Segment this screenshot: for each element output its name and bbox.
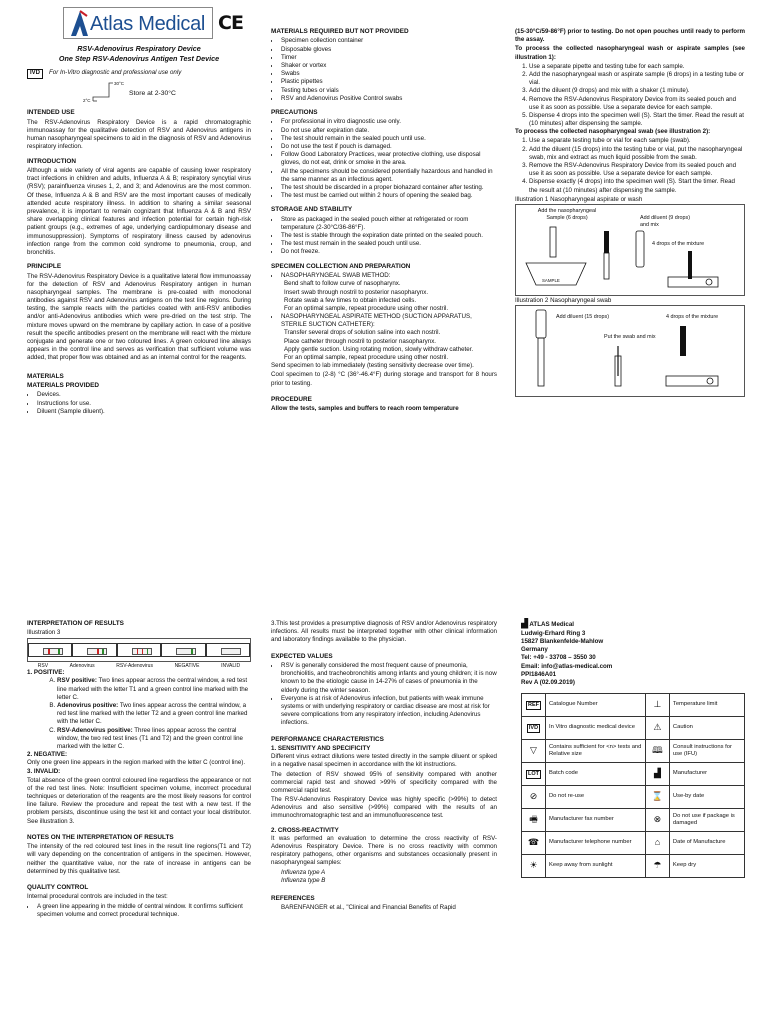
specimen-method-list — [280, 313, 497, 329]
symbol-desc: Use-by date — [669, 786, 744, 809]
address-line: Email: info@atlas-medical.com — [521, 662, 613, 670]
temp-low: 2°C — [83, 98, 91, 104]
send-text: Send specimen to lab immediately (testing sensitivity decrease over time). — [271, 362, 474, 370]
step: For an optimal sample, repeat procedure using other nostril. — [284, 354, 449, 361]
result-invalid — [206, 643, 250, 657]
symbol-desc: Do not re-use — [546, 786, 646, 809]
notes-heading: NOTES ON THE INTERPRETATION OF RESULTS — [27, 833, 174, 841]
materials-provided-list — [36, 391, 251, 416]
ce-mark: CE — [218, 12, 243, 34]
temperature-icon — [87, 81, 117, 103]
swab-steps — [529, 137, 745, 194]
principle-heading: PRINCIPLE — [27, 263, 62, 271]
notes-text: The intensity of the red coloured test lines in the result line regions(T1 and T2) will vary depending on the concentration of antigens in the specimen. However, neither the quantitative value, nor the rate of increase in antigens can be determined by this qualitative test. — [27, 843, 251, 875]
manufacturer-icon: ▟ — [653, 768, 661, 779]
ivd-text: For In-Vitro diagnostic and professional use only — [49, 69, 182, 77]
table-row — [522, 786, 745, 809]
wash-heading: To process the collected nasopharyngeal wash or aspirate samples (see illustration 1): — [515, 45, 745, 61]
list-item: • Do not use the test if pouch is damaged. — [280, 143, 497, 151]
column-4 — [27, 620, 251, 1024]
symbol-desc: Date of Manufacture — [669, 832, 744, 855]
step: 3. Add the diluent (9 drops) and mix with a shaker (1 minute). — [529, 87, 745, 95]
store-text: Store at 2-30°C — [129, 90, 176, 98]
address-line: Tel: +49 - 33708 – 3550 30 — [521, 654, 596, 662]
positive-value: Three lines appear across the central window, the two red test lines (T1 and T2) and the green control line marked with the letter C. — [57, 726, 243, 750]
result-rsv — [28, 643, 72, 657]
references-heading: REFERENCES — [271, 894, 315, 902]
company-block — [521, 618, 745, 687]
specimen-heading: SPECIMEN COLLECTION AND PREPARATION — [271, 262, 411, 270]
doc-title-1: RSV-Adenovirus Respiratory Device — [77, 44, 201, 53]
step: 4. Remove the RSV-Adenovirus Respiratory Device from its sealed pouch and use it as soon as possible. Use a separate device for each sample. — [529, 96, 745, 112]
intended-use-heading: INTENDED USE — [27, 109, 75, 117]
item-3-text: 3.This test provides a presumptive diagnosis of RSV and/or Adenovirus respiratory infections. All results must be interpreted together with other clinical information and laboratory findings available to the physician. — [271, 620, 497, 644]
illustration-2 — [515, 305, 745, 397]
sensitivity-text-3: The RSV-Adenovirus Respiratory Device was highly specific (>99%) to detect Adenovirus and also sensitive (>99%) compared with the results of an immunochromatographic test and an immunofluorescence test. — [271, 796, 497, 820]
list-item: Influenza type A — [281, 868, 326, 876]
storage-heading: STORAGE AND STABILITY — [271, 206, 353, 214]
step: Rotate swab a few times to obtain infected cells. — [284, 296, 417, 304]
symbol-desc: Caution — [669, 717, 744, 740]
materials-not-provided-heading: MATERIALS REQUIRED BUT NOT PROVIDED — [271, 28, 409, 35]
symbol-desc: In Vitro diagnostic medical device — [546, 717, 646, 740]
performance-heading: PERFORMANCE CHARACTERISTICS — [271, 735, 384, 743]
symbol-desc: Temperature limit — [669, 694, 744, 717]
list-item: • The test must be carried out within 2 hours of opening the sealed bag. — [280, 192, 497, 200]
introduction-heading: INTRODUCTION — [27, 157, 76, 165]
address-line: Ludwig-Erhard Ring 3 — [521, 629, 586, 637]
company-name: ATLAS Medical — [529, 621, 574, 628]
doc-title-2: One Step RSV-Adenovirus Antigen Test Device — [58, 53, 220, 63]
result-adenovirus — [72, 643, 116, 657]
step: 4. Dispense exactly (4 drops) into the specimen well (S). Start the timer. Read the result at (10 minutes) after dispensing the sample. — [529, 178, 745, 194]
list-item: • The test must remain in the sealed pouch until use. — [280, 240, 497, 248]
column-5 — [271, 620, 497, 1024]
list-item: • Plastic pipettes — [280, 78, 497, 86]
list-item: • The test is stable through the expiration date printed on the sealed pouch. — [280, 232, 497, 240]
ill1-label-sample: Add the nasopharyngeal Sample (6 drops) — [537, 207, 597, 222]
cross-reactivity-list — [281, 869, 497, 885]
umbrella-icon: ☂ — [653, 860, 662, 871]
positive-key: RSV positive: — [57, 677, 97, 685]
ref-icon: REF — [526, 701, 541, 710]
sensitivity-text-1: Different virus extract dilutions were tested directly in the sample diluent or spiked in a negative nasal specimen in accordance with the kit instructions. — [271, 753, 497, 769]
invalid-heading: 3. INVALID: — [27, 768, 61, 776]
temperature-limit-icon: ⊥ — [653, 699, 662, 710]
list-item: • RSV and Adenovirus Positive Control swabs — [280, 95, 497, 103]
step: Insert swab through nostril to posterior nasopharynx. — [284, 288, 429, 296]
interpretation-heading: INTERPRETATION OF RESULTS — [27, 620, 124, 627]
fax-icon: 🖷 — [529, 814, 538, 825]
result-negative — [161, 643, 205, 657]
materials-provided-heading: MATERIALS PROVIDED — [27, 382, 99, 390]
list-item: • Do not freeze. — [280, 248, 497, 256]
list-item: • Devices. — [36, 391, 251, 399]
precautions-list — [280, 118, 497, 200]
result-label: NEGATIVE — [174, 662, 200, 669]
table-row — [522, 717, 745, 740]
factory-icon: ▟ — [521, 618, 528, 628]
column-2 — [271, 28, 497, 568]
intended-use-text: The RSV-Adenovirus Respiratory Device is a rapid chromatographic immunoassay for the qualitative detection of RSV and Adenovirus antigens in human nasopharyngeal specimens to aid in the diagnosis of RSV and Adenovirus respiratory infection. — [27, 118, 251, 151]
symbol-desc: Consult instructions for use (IFU) — [669, 740, 744, 763]
list-item: • Testing tubes or vials — [280, 87, 497, 95]
quality-control-text: Internal procedural controls are included in the test: — [27, 893, 168, 901]
list-item: • RSV is generally considered the most frequent cause of pneumonia, bronchiolitis, and tracheobronchitis among infants and young children; it is now known to be the etiologic cause in 14-27% of cases of pneumonia in the elderly during the winter season. — [280, 662, 497, 695]
ill1-label-diluent: Add diluent (9 drops) and mix — [640, 214, 691, 229]
list-item: • Everyone is at risk of Adenovirus infection, but patients with weak immune systems or with underlying respiratory or cardiac disease are most at risk for severe complications from any respiratory infection, including Adenovirus infections. — [280, 695, 497, 728]
illustration-3 — [27, 638, 251, 662]
step: Place catheter through nostril to posterior nasopharynx. — [284, 337, 437, 345]
sensitivity-heading: 1. SENSITIVITY AND SPECIFICITY — [271, 744, 371, 752]
positive-value: Two lines appear across the central window, a red test line marked with the letter T2 and a green control line marked with the letter C. — [57, 701, 248, 726]
step: Transfer several drops of solution saline into each nostril. — [284, 329, 441, 337]
list-item: • Disposable gloves — [280, 46, 497, 54]
list-item: • The test should be discarded in a proper biohazard container after testing. — [280, 184, 497, 192]
procedure-text: Allow the tests, samples and buffers to reach room temperature — [271, 405, 459, 413]
atlas-logo-icon — [67, 8, 91, 38]
introduction-text: Although a wide variety of viral agents are capable of causing lower respiratory tract infections in children and adults, Influenza A & B; respiratory syncytial virus (RSV); parainfluenza viruses 1, 2, and 3; and Adenovirus are the most common. Of these, Influenza A & B and RSV are the most important causes of medically attended acute respiratory illness. In addition to sharing a similar seasonal prevalence, it is important to remain cognizant that Influenza A & B and RSV share overlapping clinical features and infection potential for certain high-risk patient groups (e.g., extremes of age, underlying cardiopulmonary disease and immunosuppression). Symptoms of respiratory illness caused by adenovirus infection range from the common cold syndrome to pneumonia, croup, and bronchitis. — [27, 167, 251, 256]
list-item: • Specimen collection container — [280, 37, 497, 45]
list-item — [57, 702, 251, 727]
ivd-row — [27, 69, 251, 79]
address-line: 15827 Blankenfelde-Mahlow — [521, 638, 604, 646]
positive-value: Two lines appear across the central window, a red test line marked with the letter T1 and a green control line marked with the letter C. — [57, 677, 249, 701]
symbol-desc: Do not use if package is damaged — [669, 809, 744, 832]
address-line: PPI1846A01 — [521, 670, 557, 678]
illustration-1 — [515, 204, 745, 296]
caution-icon: ⚠ — [653, 722, 662, 733]
sunlight-icon: ☀ — [529, 860, 538, 871]
result-label: Adenovirus — [69, 662, 95, 669]
materials-heading: MATERIALS — [27, 372, 64, 380]
temp-high: 30°C — [114, 81, 125, 87]
list-item — [57, 727, 251, 752]
ill2-label-swab: Put the swab and mix — [604, 334, 656, 341]
positive-key: RSV-Adenovirus positive: — [57, 726, 133, 734]
table-row — [522, 763, 745, 786]
symbol-desc: Manufacturer — [669, 763, 744, 786]
expected-values-heading: EXPECTED VALUES — [271, 652, 333, 660]
positive-list — [57, 677, 251, 751]
expected-values-list — [280, 662, 497, 728]
aspirate-method-heading: • NASOPHARYNGEAL ASPIRATE METHOD (SUCTION APPARATUS, STERILE SUCTION CATHETER): — [280, 313, 497, 329]
procedure-heading: PROCEDURE — [271, 395, 312, 403]
step: 5. Dispense 4 drops into the specimen well (S). Start the timer. Read the result at (10 minutes) after dispensing the sample. — [529, 112, 745, 128]
do-not-reuse-icon: ⊘ — [529, 791, 538, 802]
list-item — [57, 677, 251, 702]
brand-name: Atlas Medical — [90, 13, 206, 35]
quality-control-heading: QUALITY CONTROL — [27, 884, 89, 891]
illustration-3-labels — [27, 663, 251, 670]
swab-method-heading: • NASOPHARYNGEAL SWAB METHOD: — [280, 272, 497, 280]
table-row — [522, 740, 745, 763]
step: For an optimal sample, repeat procedure using other nostril. — [284, 304, 449, 312]
positive-key: Adenovirus positive: — [57, 701, 119, 709]
positive-heading: 1. POSITIVE: — [27, 669, 65, 677]
list-item: • Timer — [280, 54, 497, 62]
column-1 — [27, 44, 251, 564]
list-item: • Store as packaged in the sealed pouch either at refrigerated or room temperature (2-30°C/36-86°F). — [280, 216, 497, 232]
ill2-label-diluent: Add diluent (15 drops) — [556, 314, 610, 321]
cross-reactivity-text: It was performed an evaluation to determine the cross reactivity of RSV-Adenovirus Respiratory Device. There is no cross reactivity with common respiratory pathogens, other organisms and substances occasionally present in nasopharyngeal samples: — [271, 834, 497, 867]
sensitivity-text-2: The detection of RSV showed 95% of sensitivity compared with another commercial rapid test and showed >99% of specificity compared with the commercial rapid test. — [271, 770, 497, 794]
column-3 — [515, 28, 745, 568]
list-item: • Follow Good Laboratory Practices, wear protective clothing, use disposal gloves, do not eat, drink or smoke in the area. — [280, 151, 497, 167]
illustration-3-title: Illustration 3 — [27, 629, 61, 637]
quality-control-list — [36, 903, 251, 919]
table-row — [522, 694, 745, 717]
cross-reactivity-heading: 2. CROSS-REACTIVITY — [271, 826, 339, 834]
symbol-desc: Batch code — [546, 763, 646, 786]
negative-text: Only one green line appears in the region marked with the letter C (control line). — [27, 759, 246, 767]
precautions-heading: PRECAUTIONS — [271, 108, 318, 116]
result-rsv-adenovirus — [117, 643, 161, 657]
ill2-label-mixture: 4 drops of the mixture — [666, 314, 719, 321]
swab-heading: To process the collected nasopharyngeal swab (see illustration 2): — [515, 128, 711, 136]
result-label: RSV-Adenovirus — [116, 662, 153, 669]
step: Bend shaft to follow curve of nasopharynx. — [284, 280, 401, 288]
storage-list — [280, 216, 497, 257]
result-label: RSV — [37, 662, 49, 669]
table-row — [522, 809, 745, 832]
list-item: • Diluent (Sample diluent). — [36, 408, 251, 416]
symbol-desc: Contains sufficient for <n> tests and Relative size — [546, 740, 646, 763]
ill1-sample-tag: SAMPLE — [542, 277, 560, 283]
swab-steps — [284, 280, 497, 313]
storage-temp-row — [83, 81, 251, 104]
reference-1: BARENFANGER et al., "Clinical and Financial Benefits of Rapid — [281, 904, 456, 912]
brand-logo — [63, 7, 213, 39]
telephone-icon: ☎ — [527, 837, 540, 848]
sufficient-tests-icon: ▽ — [530, 745, 537, 756]
list-item: • Do not use after expiration date. — [280, 127, 497, 135]
company-row — [521, 618, 745, 630]
damaged-package-icon: ⊗ — [653, 814, 662, 825]
ivd-icon: IVD — [527, 724, 540, 733]
list-item: Influenza type B — [281, 876, 326, 884]
illustration-2-drawing — [516, 306, 744, 398]
list-item: • A green line appearing in the middle of central window. It confirms sufficient specimen volume and correct procedural technique. — [36, 903, 251, 919]
step: 1. Use a separate pipette and testing tube for each sample. — [529, 63, 745, 71]
step: 2. Add the nasopharyngeal wash or aspirate sample (6 drops) in a testing tube or vial. — [529, 71, 745, 87]
result-label: INVALID — [221, 662, 241, 669]
principle-text: The RSV-Adenovirus Respiratory Device is a qualitative lateral flow immunoassay for the detection of RSV and Adenovirus Respiratory antigen in human nasopharyngeal samples. The membrane is pre-coated with monoclonal antibodies against RSV and Adenovirus antigens on the test line regions. During testing, the sample reacts with the particles coated with anti-RSV antibodies and/or anti-Adenovirus antibodies which were pre-dried on the test strip. The mixture moves upward on the membrane by capillary action. In case of a positive result the specific antibodies present on the membrane will react with the mixture conjugate and generate one or two coloured lines. A green coloured line always appears in the control line and serves as verification that sufficient volume was added, that proper flow was obtained and as an internal control for the reagents. — [27, 272, 251, 362]
negative-heading: 2. NEGATIVE: — [27, 751, 68, 759]
invalid-text: Total absence of the green control coloured line regardless the appearance or not of the red test lines. Note: Insufficient specimen volume, incorrect procedural techniques or deterioration of the reagents are the most likely reasons for control line failure. Review the procedure and repeat the test with a new test. If the problem persists, discontinue using the test kit and contact your local distributor. See illustration 3. — [27, 776, 251, 825]
list-item: • All the specimens should be considered potentially hazardous and handled in the same manner as an infectious agent. — [280, 168, 497, 184]
illustration-1-title: Illustration 1 Nasopharyngeal aspirate or wash — [515, 195, 643, 203]
step: 1. Use a separate testing tube or vial for each sample (swab). — [529, 137, 745, 145]
step: 3. Remove the RSV-Adenovirus Respiratory Device from its sealed pouch and use it as soon as possible. Use a separate device for each sample. — [529, 162, 745, 178]
address-line: Germany — [521, 646, 548, 654]
symbol-desc: Keep away from sunlight — [546, 855, 646, 878]
specimen-method-list — [280, 272, 497, 280]
address-line: Rev A (02.09.2019) — [521, 679, 575, 686]
consult-ifu-icon: 🕮 — [652, 745, 663, 756]
wash-steps — [529, 63, 745, 129]
list-item: • Shaker or vortex — [280, 62, 497, 70]
ill1-label-mixture: 4 drops of the mixture — [652, 240, 705, 247]
symbol-desc: Keep dry — [669, 855, 744, 878]
list-item: • Instructions for use. — [36, 400, 251, 408]
materials-not-provided-list — [280, 37, 497, 103]
table-row — [522, 855, 745, 878]
date-of-manufacture-icon: ⌂ — [654, 837, 661, 848]
procedure-continued: (15-30°C/59-86°F) prior to testing. Do not open pouches until ready to perform the assay. — [515, 28, 745, 44]
illustration-2-title: Illustration 2 Nasopharyngeal swab — [515, 296, 612, 304]
symbol-desc: Catalogue Number — [546, 694, 646, 717]
ivd-icon: IVD — [27, 69, 43, 79]
symbol-desc: Manufacturer telephone number — [546, 832, 646, 855]
column-6 — [521, 618, 745, 918]
symbol-desc: Manufacturer fax number — [546, 809, 646, 832]
list-item: • Swabs — [280, 70, 497, 78]
symbols-table — [521, 693, 745, 878]
step: Apply gentle suction. Using rotating motion, slowly withdraw catheter. — [284, 345, 474, 353]
lot-icon: LOT — [526, 770, 541, 779]
cool-text: Cool specimen to (2-8) °C (36°-46.4°F) during storage and transport for 8 hours prior to testing. — [271, 371, 497, 387]
step: 2. Add the diluent (15 drops) into the testing tube or vial, put the nasopharyngeal swab, mix and extract as much liquid possible from the swab. — [529, 146, 745, 162]
aspirate-steps — [284, 329, 497, 362]
list-item: • The test should remain in the sealed pouch until use. — [280, 135, 497, 143]
hourglass-icon: ⌛ — [651, 791, 664, 802]
table-row — [522, 832, 745, 855]
list-item: • For professional in vitro diagnostic use only. — [280, 118, 497, 126]
